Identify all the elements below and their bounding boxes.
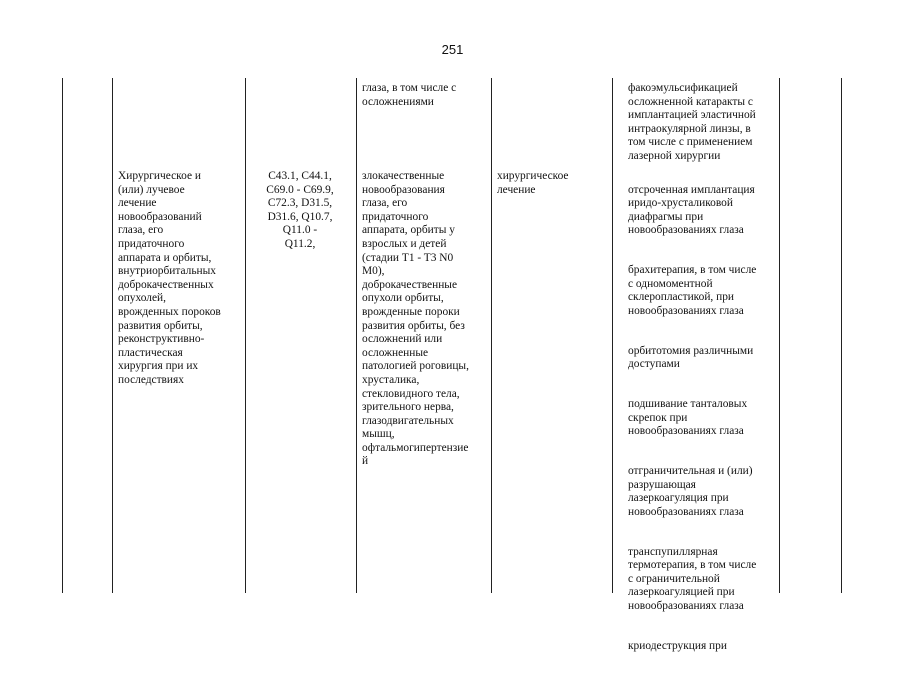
method-item: транспупиллярная термотерапия, в том числе с ограничительной лазеркоагуляцией при новообразованиях глаза — [628, 545, 757, 612]
icd-codes-cell: C43.1, C44.1, C69.0 - C69.9, C72.3, D31.5, D31.6, Q10.7, Q11.0 - Q11.2, — [266, 170, 334, 250]
treatment-profile-cell: Хирургическое и (или) лучевое лечение новообразований глаза, его придаточного аппарата и орбиты, внутриорбитальных доброкачественных опухолей, врожденных пороков развития орбиты, реконструктивно- пластическая хирургия при их последствиях — [118, 170, 221, 386]
table-border-left — [62, 78, 63, 593]
diagnosis-cell: злокачественные новообразования глаза, его придаточного аппарата, орбиты у взрослых и детей (стадии T1 - T3 N0 M0), доброкачественные опухоли орбиты, врожденные пороки развития орбиты, без осложнений или осложненные патологией роговицы, хрусталика, стекловидного тела, зрительного нерва, глазодвигательных мышц, офтальмогипертензие й — [362, 170, 469, 468]
method-item: брахитерапия, в том числе с одномоментной склеропластикой, при новообразованиях глаза — [628, 264, 757, 317]
diagnosis-continued: глаза, в том числе с осложнениями — [362, 82, 457, 108]
method-item: орбитотомия различными доступами — [628, 344, 754, 371]
treatment-type-cell: хирургическое лечение — [497, 170, 569, 196]
method-item: отсроченная имплантация иридо-хрусталиковой диафрагмы при новообразованиях глаза — [628, 183, 755, 237]
method-item: подшивание танталовых скрепок при новообразованиях глаза — [628, 398, 748, 438]
method-continued: факоэмульсификацией осложненной катаракты с имплантацией эластичной интраокулярной линзы, в том числе с применением лазерной хирургии — [628, 82, 756, 162]
method-item: криодеструкция при — [628, 639, 727, 652]
page-number: 251 — [441, 42, 464, 57]
column-divider-5 — [612, 78, 613, 593]
method-item: отграничительная и (или) разрушающая лазеркоагуляция при новообразованиях глаза — [628, 465, 753, 518]
column-divider-6 — [779, 78, 780, 593]
column-divider-2 — [245, 78, 246, 593]
column-divider-3 — [356, 78, 357, 593]
methods-list — [628, 170, 756, 680]
table-border-right — [841, 78, 842, 593]
column-divider-1 — [112, 78, 113, 593]
column-divider-4 — [491, 78, 492, 593]
